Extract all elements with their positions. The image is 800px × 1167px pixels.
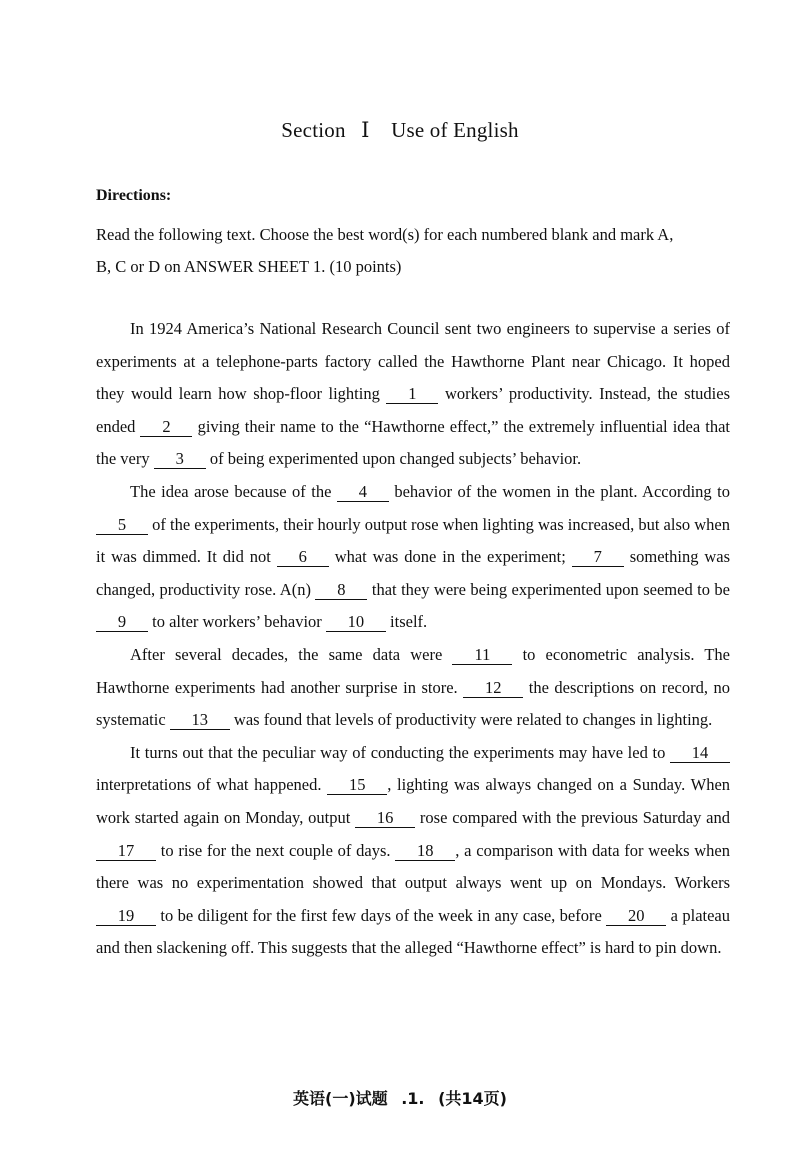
passage-text: In 1924 America’s National Research Council sent two engineers to supervise a series of experiments at a telephone-parts factory called the Hawthorne Plant near Chicago. It hoped they would learn how shop-floor lighting — [96, 319, 730, 404]
passage-text: that they were being experimented upon seemed to be — [371, 579, 731, 599]
blank-9: 9 — [96, 613, 148, 632]
footer-subject: 英语(一)试题 — [293, 1089, 388, 1108]
blank-6: 6 — [277, 548, 329, 567]
blank-12: 12 — [463, 679, 523, 698]
directions-text — [96, 219, 736, 283]
blank-8: 8 — [315, 581, 367, 600]
passage-text: interpretations of what happened. — [96, 775, 322, 795]
blank-4: 4 — [337, 483, 389, 502]
passage-text: behavior of the women in the plant. According to — [394, 481, 730, 501]
footer-page-number: .1. — [401, 1089, 425, 1108]
section-word: Section — [281, 118, 346, 142]
passage-text: giving their name to the “Hawthorne effect,” the extremely influential idea that the very — [96, 416, 730, 469]
passage-text: The idea arose because of the — [130, 481, 332, 501]
blank-13: 13 — [170, 711, 230, 730]
blank-19: 19 — [96, 907, 156, 926]
blank-14: 14 — [670, 744, 730, 763]
passage-text: , a comparison with data for weeks when there was no experimentation showed that output always went up on Mondays. Workers — [96, 840, 730, 893]
paragraph-3 — [96, 639, 730, 737]
section-numeral: Ⅰ — [361, 118, 370, 142]
blank-20: 20 — [606, 907, 666, 926]
passage-text: After several decades, the same data were — [130, 644, 443, 664]
passage — [96, 313, 730, 965]
directions-line-2: B, C or D on ANSWER SHEET 1. (10 points) — [96, 257, 402, 276]
section-title — [0, 118, 800, 143]
blank-15: 15 — [327, 776, 387, 795]
passage-text: itself. — [390, 612, 428, 632]
blank-11: 11 — [452, 646, 512, 665]
passage-text: the descriptions on record, no systematic — [96, 677, 731, 730]
blank-7: 7 — [572, 548, 624, 567]
page-footer — [0, 1086, 800, 1109]
passage-text: a plateau and then slackening off. This suggests that the alleged “Hawthorne effect” is hard to pin down. — [96, 905, 731, 958]
passage-text: workers’ productivity. Instead, the studies ended — [96, 384, 730, 436]
blank-2: 2 — [140, 418, 192, 437]
passage-text: to econometric analysis. The Hawthorne experiments had another surprise in store. — [96, 644, 730, 697]
blank-3: 3 — [154, 450, 206, 469]
passage-text: was found that levels of productivity were related to changes in lighting. — [233, 710, 713, 730]
blank-1: 1 — [386, 385, 438, 404]
directions-label: Directions: — [96, 187, 172, 204]
passage-text: what was done in the experiment; — [334, 547, 566, 567]
blank-16: 16 — [355, 809, 415, 828]
blank-10: 10 — [326, 613, 386, 632]
passage-text: , lighting was always changed on a Sunday. When work started again on Monday, output — [96, 775, 731, 827]
passage-text: to alter workers’ behavior — [152, 612, 322, 632]
paragraph-1 — [96, 313, 730, 476]
blank-18: 18 — [395, 842, 455, 861]
passage-text: of the experiments, their hourly output rose when lighting was increased, but also when it was dimmed. It did not — [96, 514, 731, 567]
section-name: Use of English — [391, 118, 519, 142]
passage-text: rose compared with the previous Saturday and — [419, 807, 730, 827]
paragraph-4 — [96, 737, 730, 965]
passage-text: It turns out that the peculiar way of conducting the experiments may have led to — [130, 742, 666, 762]
passage-text: something was changed, productivity rose. A(n) — [96, 547, 731, 599]
directions-line-1: Read the following text. Choose the best word(s) for each numbered blank and mark A, — [96, 225, 674, 244]
footer-total-pages: (共14页) — [438, 1089, 507, 1108]
paragraph-2 — [96, 476, 730, 639]
passage-text: of being experimented upon changed subjects’ behavior. — [209, 449, 582, 469]
passage-text: to be diligent for the first few days of the week in any case, before — [160, 905, 602, 925]
blank-17: 17 — [96, 842, 156, 861]
passage-text: to rise for the next couple of days. — [160, 840, 391, 860]
blank-5: 5 — [96, 516, 148, 535]
